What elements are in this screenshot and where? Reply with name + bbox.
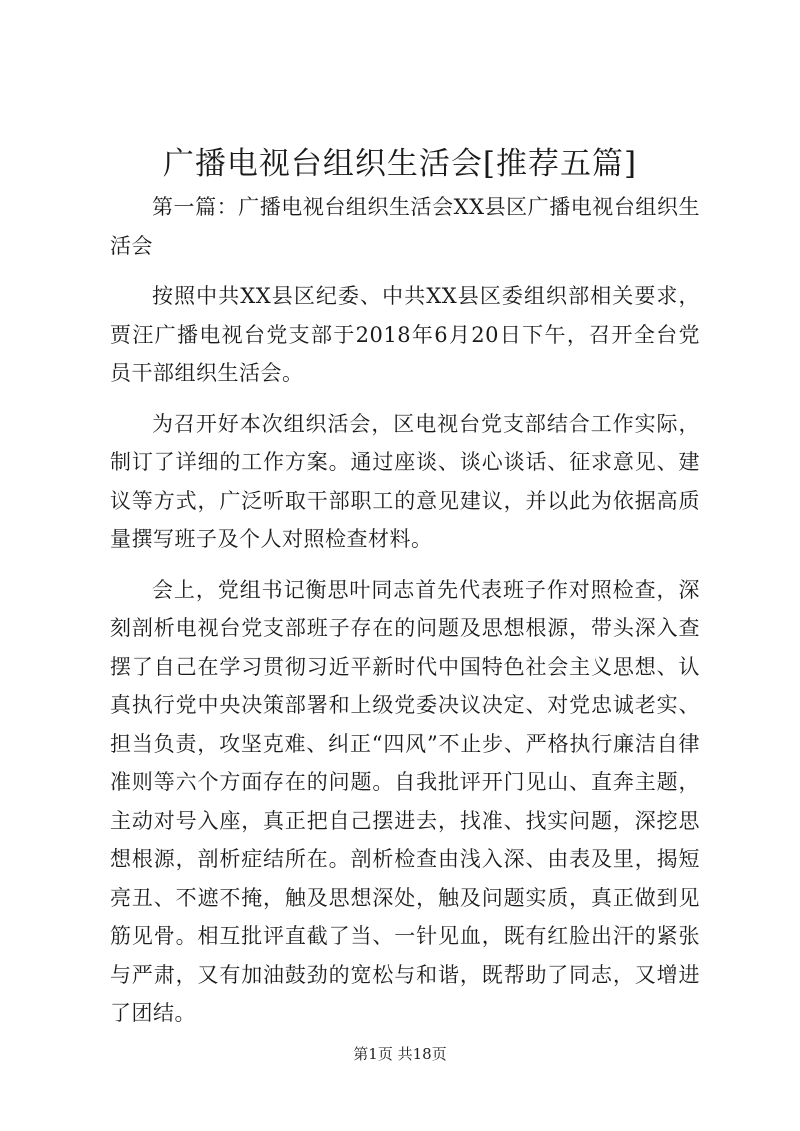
document-body bbox=[110, 188, 700, 1033]
paragraph: 会上，党组书记衡思叶同志首先代表班子作对照检查，深刻剖析电视台党支部班子存在的问题及思想根源，带头深入查摆了自己在学习贯彻习近平新时代中国特色社会主义思想、认真执行党中央决策部署和上级党委决议决定、对党忠诚老实、担当负责，攻坚克难、纠正“四风”不止步、严格执行廉洁自律准则等六个方面存在的问题。自我批评开门见山、直奔主题，主动对号入座，真正把自己摆进去，找准、找实问题，深挖思想根源，剖析症结所在。剖析检查由浅入深、由表及里，揭短亮丑、不遮不掩，触及思想深处，触及问题实质，真正做到见筋见骨。相互批评直截了当、一针见血，既有红脸出汗的紧张与严肃，又有加油鼓劲的宽松与和谐，既帮助了同志，又增进了团结。 bbox=[110, 577, 700, 1025]
paragraph: 为召开好本次组织活会，区电视台党支部结合工作实际，制订了详细的工作方案。通过座谈、谈心谈话、征求意见、建议等方式，广泛听取干部职工的意见建议，并以此为依据高质量撰写班子及个人对照检查材料。 bbox=[110, 411, 700, 551]
paragraph-heading: 第一篇：广播电视台组织生活会XX县区广播电视台组织生活会 bbox=[110, 195, 700, 258]
page-footer bbox=[0, 1043, 800, 1064]
paragraph: 按照中共XX县区纪委、中共XX县区委组织部相关要求，贾汪广播电视台党支部于2018年6月20日下午，召开全台党员干部组织生活会。 bbox=[110, 284, 700, 385]
document-title: 广播电视台组织生活会[推荐五篇] bbox=[162, 146, 638, 182]
page-indicator: 第1页 共18页 bbox=[353, 1045, 447, 1063]
